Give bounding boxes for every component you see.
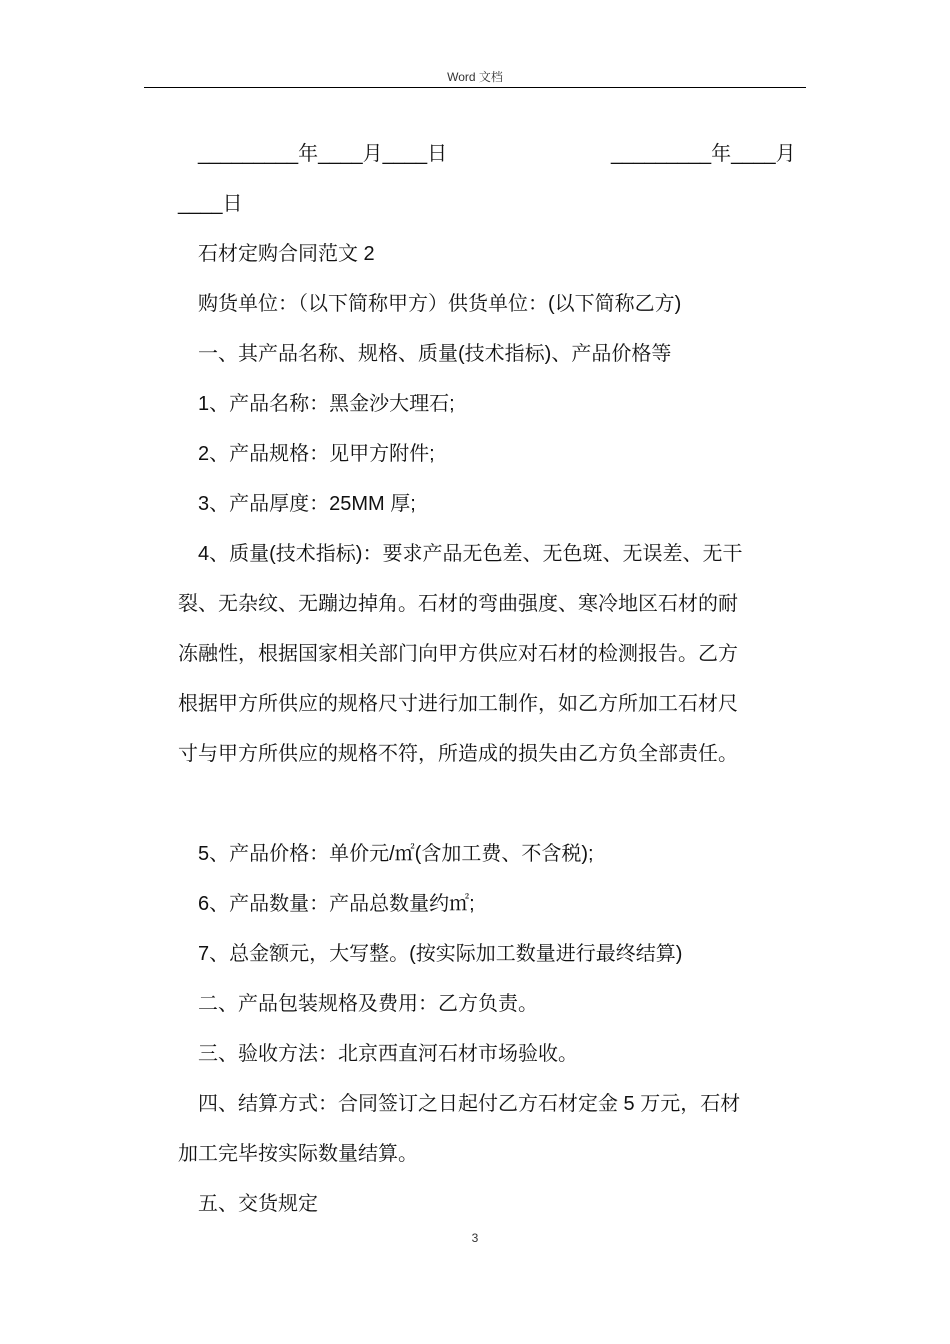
clause-heading-2: 二、产品包装规格及费用：乙方负责。: [198, 993, 538, 1015]
quality-paragraph-line: 寸与甲方所供应的规格不符，所造成的损失由乙方负全部责任。: [178, 743, 738, 765]
product-price-line: 5、产品价格：单价元/㎡(含加工费、不含税);: [198, 843, 594, 865]
paragraph-spacer: [178, 779, 806, 829]
clause-heading-1: 一、其产品名称、规格、质量(技术指标)、产品价格等: [198, 343, 672, 365]
signature-date-row: [178, 129, 806, 179]
party-b-date: _________年____月: [611, 143, 796, 165]
product-quantity-line: 6、产品数量：产品总数量约㎡;: [198, 893, 475, 915]
settlement-line-continued: 加工完毕按实际数量结算。: [178, 1143, 418, 1165]
page-header-label: Word 文档: [447, 70, 503, 84]
header-divider: [144, 87, 806, 88]
quality-paragraph-line: 4、质量(技术指标)：要求产品无色差、无色斑、无误差、无干: [198, 543, 743, 565]
party-a-date: _________年____月____日: [198, 143, 448, 165]
clause-heading-5: 五、交货规定: [198, 1193, 318, 1215]
quality-paragraph-line: 裂、无杂纹、无蹦边掉角。石材的弯曲强度、寒冷地区石材的耐: [178, 593, 738, 615]
clause-heading-3: 三、验收方法：北京西直河石材市场验收。: [198, 1043, 578, 1065]
product-thickness-line: 3、产品厚度：25MM 厚;: [198, 493, 416, 515]
document-body: [178, 129, 806, 1229]
clause-heading-4: 四、结算方式：合同签订之日起付乙方石材定金 5 万元，石材: [198, 1093, 741, 1115]
party-b-date-wrap: ____日: [178, 193, 243, 215]
quality-paragraph-line: 根据甲方所供应的规格尺寸进行加工制作，如乙方所加工石材尺: [178, 693, 738, 715]
product-spec-line: 2、产品规格：见甲方附件;: [198, 443, 435, 465]
quality-paragraph-line: 冻融性，根据国家相关部门向甲方供应对石材的检测报告。乙方: [178, 643, 738, 665]
total-amount-line: 7、总金额元，大写整。(按实际加工数量进行最终结算): [198, 943, 683, 965]
section-title: 石材定购合同范文 2: [198, 243, 375, 265]
parties-line: 购货单位：（以下简称甲方）供货单位：(以下简称乙方): [198, 293, 682, 315]
product-name-line: 1、产品名称：黑金沙大理石;: [198, 393, 455, 415]
page-number: 3: [471, 1231, 479, 1245]
